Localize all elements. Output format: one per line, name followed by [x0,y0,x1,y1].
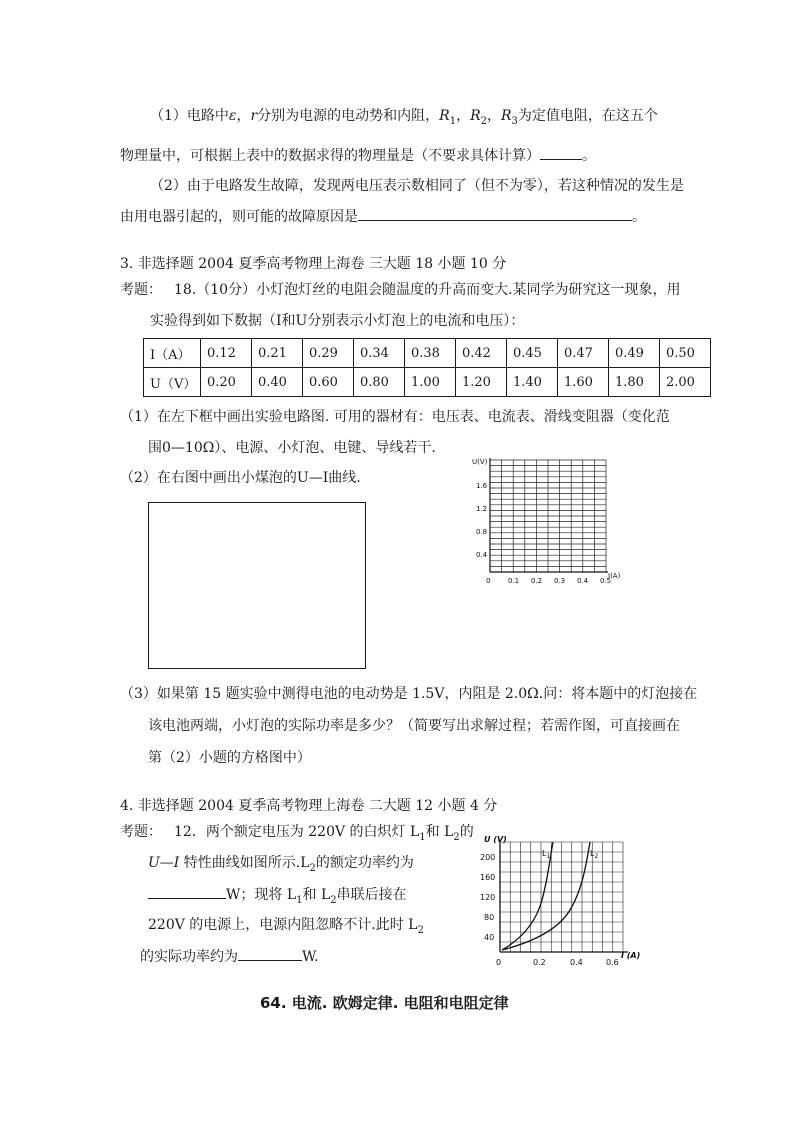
table-cell: 0.47 [558,339,609,368]
curve-l2-label: $L_2$ [590,849,599,860]
origin-label: 0 [486,577,491,585]
table-cell: 0.29 [303,339,354,368]
table-cell: 1.20 [456,368,507,397]
x-tick: 0.2 [533,958,546,967]
table-cell: 1.40 [507,368,558,397]
answer-blank-2[interactable] [358,206,632,221]
q4-line2: U—I 特性曲线如图所示$.L_2$的额定功率约为 [148,855,414,874]
table-cell: 0.42 [456,339,507,368]
data-table [143,338,711,397]
x-axis-label: I(A) [608,572,621,580]
section-title: 64. 电流. 欧姆定律. 电阻和电阻定律 [260,994,509,1012]
prev-sub2-line1: （2）由于电路发生故障，发现两电压表示数相同了（但不为零），若这种情况的发生是 [150,178,684,194]
grid-lines [490,460,606,572]
table-cell: 0.50 [660,339,711,368]
y-tick: 80 [484,913,495,922]
origin-label: 0 [496,958,502,967]
q4-line3: W；现将 $L_1$和 $L_2$串联后接在 [148,884,407,911]
table-cell: 1.60 [558,368,609,397]
table-cell: 1.80 [609,368,660,397]
table-cell: 0.12 [201,339,252,368]
table-cell: 0.49 [609,339,660,368]
table-cell: 0.38 [405,339,456,368]
q3-sub3-line3: 第（2）小题的方格图中） [148,750,311,766]
table-row-current [144,339,711,368]
table-row-voltage [144,368,711,397]
x-tick: 0.6 [606,958,619,967]
y-tick: 160 [480,873,496,882]
curve-l1-label: $L_1$ [542,849,551,860]
prev-sub1-line1: （1）电路中ε，r分别为电源的电动势和内阻，$R_1$，$R_2$，$R_3$为定值电阻，在这五个 [150,108,658,127]
x-tick: 0.1 [508,577,520,585]
q3-stem-line2: 实验得到如下数据（I和U分别表示小灯泡上的电流和电压）： [150,313,525,329]
table-cell: 0.21 [252,339,303,368]
q3-sub1-line2: 围0—10Ω）、电源、小灯泡、电键、导线若干. [148,440,436,456]
x-tick: 0.4 [577,577,589,585]
circuit-drawing-box[interactable] [148,502,366,669]
table-cell: 0.40 [252,368,303,397]
q3-stem-line1: 考题： 18.（10分）小灯泡灯丝的电阻会随温度的升高而变大.某同学为研究这一现象，用 [120,282,681,298]
table-cell: 0.20 [201,368,252,397]
y-tick: 1.6 [476,482,488,490]
table-cell: 1.00 [405,368,456,397]
x-tick: 0.3 [554,577,566,585]
lamp-ui-curves-graph [478,830,643,970]
table-header-current: I（A） [144,339,201,368]
y-axis-label: U (V) [484,835,507,844]
q3-sub1-line1: （1）在左下框中画出实验电路图. 可用的器材有：电压表、电流表、滑线变阻器（变化范 [120,409,670,425]
y-tick: 200 [480,853,496,862]
y-tick: 120 [480,893,496,902]
answer-blank-4[interactable] [238,946,302,961]
answer-blank-1[interactable] [540,145,582,160]
ui-grid-graph [468,452,621,587]
y-tick: 0.8 [476,528,488,536]
q4-header: 4. 非选择题 2004 夏季高考物理上海卷 二大题 12 小题 4 分 [120,798,498,814]
x-tick: 0.2 [531,577,543,585]
answer-blank-3[interactable] [148,884,226,899]
y-tick: 1.2 [476,505,488,513]
q3-sub3-line1: （3）如果第 15 题实验中测得电池的电动势是 1.5V，内阻是 2.0Ω.问：将本题中的灯泡接在 [120,686,698,702]
table-cell: 0.80 [354,368,405,397]
table-cell: 2.00 [660,368,711,397]
prev-sub1-line2: 物理量中，可根据上表中的数据求得的物理量是（不要求具体计算） 。 [120,145,596,166]
x-tick: 0.4 [570,958,583,967]
q3-sub3-line2: 该电池两端，小灯泡的实际功率是多少？（简要写出求解过程；若需作图，可直接画在 [148,718,680,734]
q4-line4: 220V 的电源上，电源内阻忽略不计.此时 $L_2$ [148,917,424,936]
prev-sub2-line2: 由用电器引起的，则可能的故障原因是 。 [120,206,646,227]
x-axis-label: I (A) [621,951,641,960]
grid-lines [500,842,623,952]
y-tick: 40 [484,933,495,942]
q3-sub2: （2）在右图中画出小煤泡的U—I曲线. [120,470,361,486]
table-cell: 0.34 [354,339,405,368]
x-tick: 0.5 [600,577,612,585]
q3-header: 3. 非选择题 2004 夏季高考物理上海卷 三大题 18 小题 10 分 [120,256,507,272]
table-cell: 0.60 [303,368,354,397]
y-axis-label: U(V) [472,458,488,466]
y-tick: 0.4 [476,551,488,559]
q4-line5: 的实际功率约为 W. [140,946,318,967]
table-cell: 0.45 [507,339,558,368]
q4-line1: 考题： 12．两个额定电压为 220V 的白炽灯 $L_1$和 $L_2$的 [120,824,474,843]
table-header-voltage: U（V） [144,368,201,397]
